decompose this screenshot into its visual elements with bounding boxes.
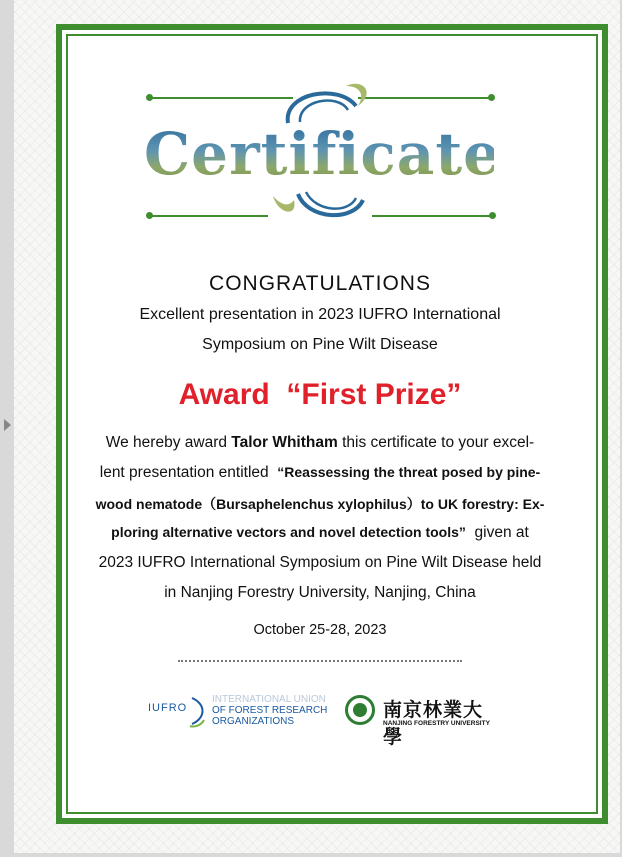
body-line-1 (80, 434, 560, 452)
certificate-title-block (144, 80, 502, 230)
subtitle-line-2: Symposium on Pine Wilt Disease (202, 336, 438, 353)
njfu-chinese-name: 南京林業大學 (383, 699, 484, 748)
body-line-5: 2023 IUFRO International Symposium on Pine Wilt Disease held (98, 554, 542, 571)
iufro-line-3: ORGANIZATIONS (212, 716, 295, 727)
body-line-2 (80, 464, 560, 482)
dotted-divider (178, 660, 462, 662)
njfu-english-name: NANJING FORESTRY UNIVERSITY (383, 720, 490, 727)
body-text: We hereby award (105, 434, 232, 451)
body-text: lent presentation entitled (99, 464, 278, 481)
body-line-3 (80, 494, 560, 514)
body-text: given at (465, 524, 529, 541)
presentation-title-part: ploring alternative vectors and novel detection tools” (111, 524, 466, 540)
iufro-mark: IUFRO (148, 702, 188, 714)
iufro-line-1: INTERNATIONAL UNION (212, 694, 326, 705)
body-line-4 (80, 524, 560, 542)
iufro-line-2: OF FOREST RESEARCH (212, 705, 328, 716)
iufro-logo (148, 694, 338, 734)
congratulations-heading: CONGRATULATIONS (209, 272, 431, 295)
iufro-arc-icon (188, 694, 208, 728)
presentation-title-part: wood nematode（Bursaphelenchus xylophilus）to UK forestry: Ex- (95, 496, 545, 512)
award-title: Award “First Prize” (178, 378, 462, 411)
njfu-seal-icon (345, 695, 375, 725)
certificate-title: Certificate (144, 120, 502, 188)
body-text: this certificate to your excel- (337, 434, 535, 451)
body-line-6: in Nanjing Forestry University, Nanjing, China (164, 584, 476, 601)
njfu-logo (345, 695, 495, 748)
recipient-name: Talor Whitham (231, 434, 338, 451)
event-date: October 25-28, 2023 (253, 622, 387, 638)
iufro-name (212, 694, 327, 727)
presentation-title-part: “Reassessing the threat posed by pine- (277, 464, 541, 480)
expand-arrow-icon[interactable] (4, 419, 11, 431)
subtitle-line-1: Excellent presentation in 2023 IUFRO International (139, 306, 501, 323)
